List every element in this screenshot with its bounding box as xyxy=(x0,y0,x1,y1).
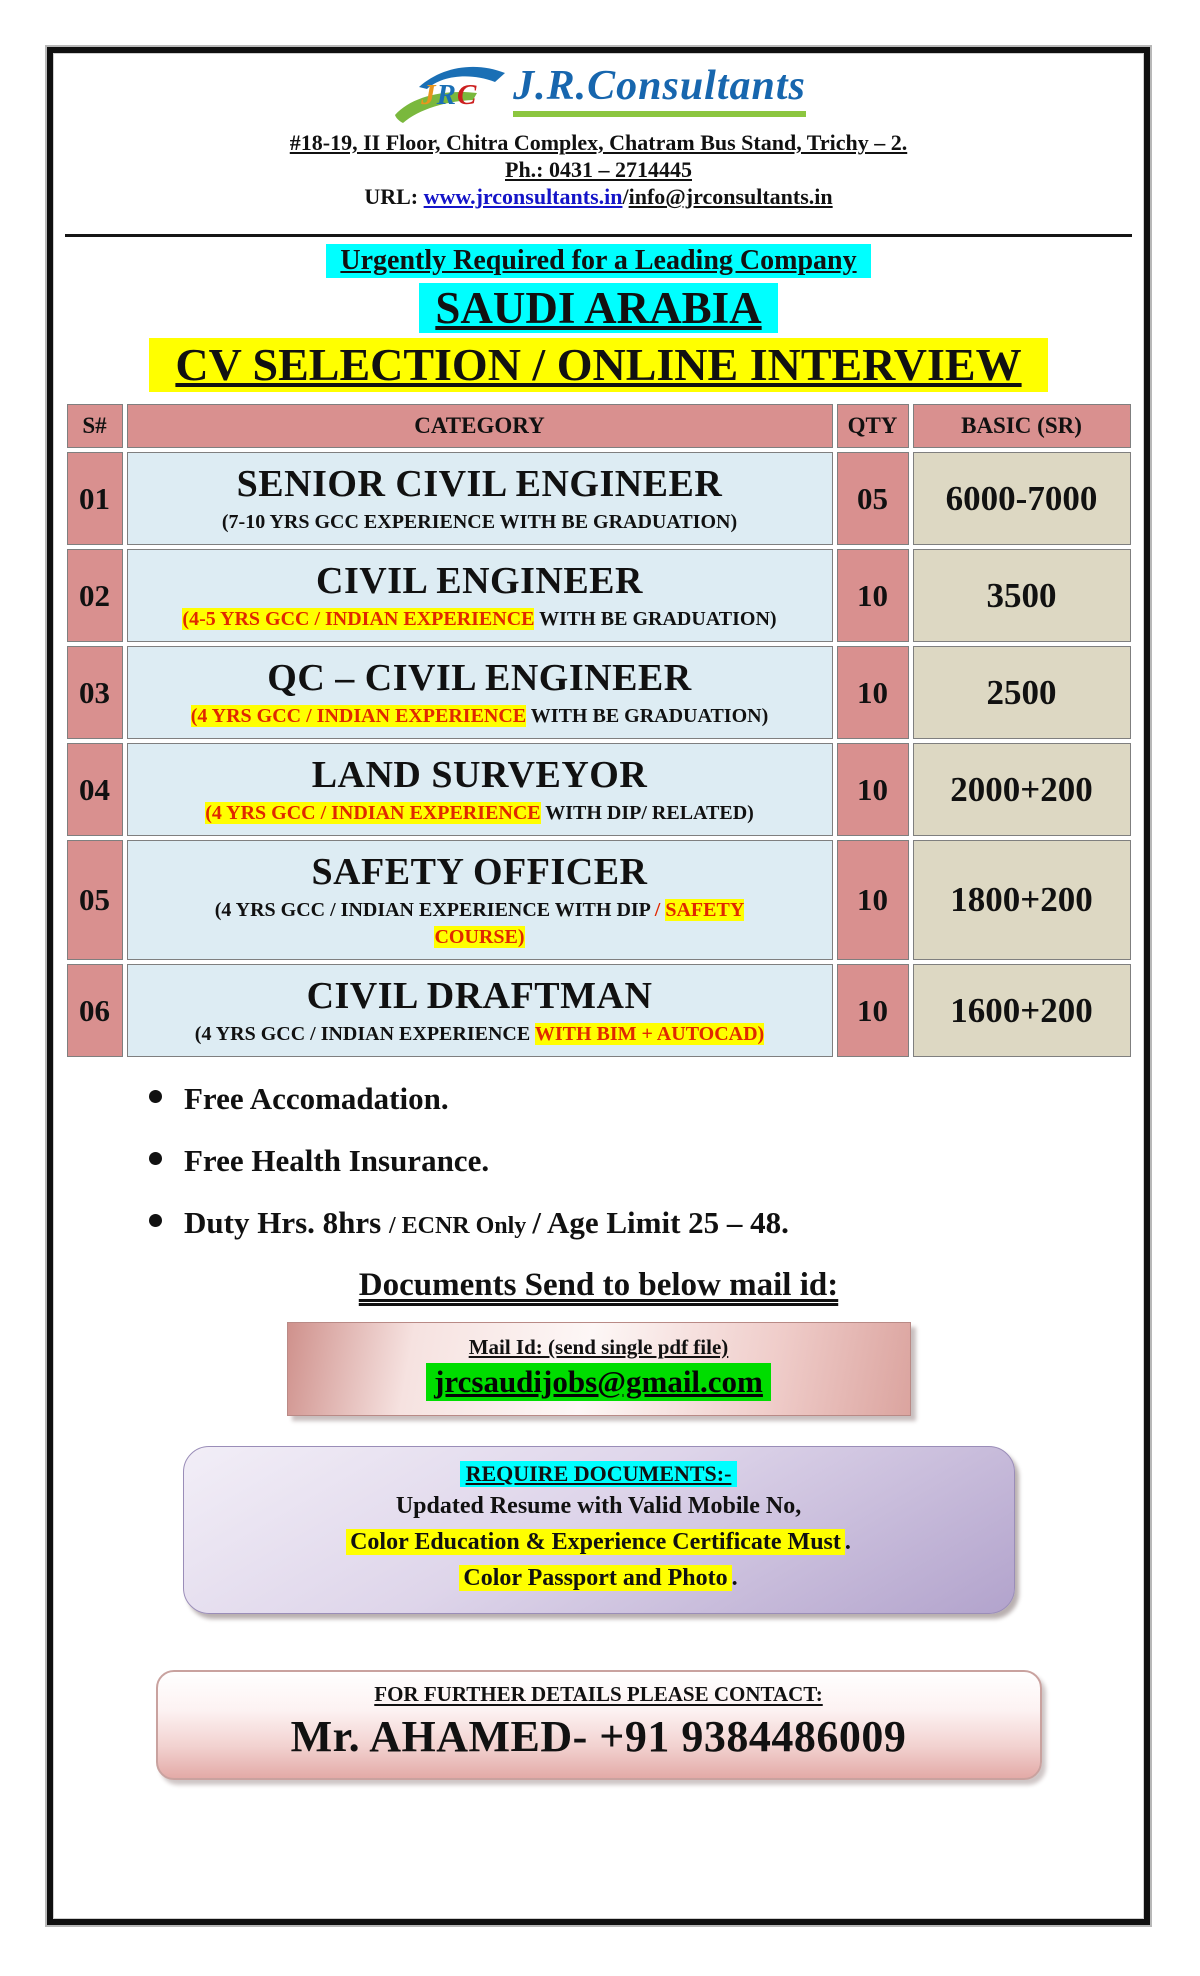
bullet-text: Free Accomadation. xyxy=(184,1081,449,1116)
job-subtitle: (4 YRS GCC / INDIAN EXPERIENCE WITH DIP/ RELATED) xyxy=(205,802,754,824)
cell-sno: 06 xyxy=(67,964,123,1057)
cell-category xyxy=(127,743,833,836)
require-line: Color Education & Experience Certificate Must . xyxy=(204,1526,994,1559)
require-line: Updated Resume with Valid Mobile No, xyxy=(395,1493,802,1519)
cell-basic: 3500 xyxy=(913,549,1131,642)
cell-qty: 10 xyxy=(837,646,909,739)
cell-qty: 10 xyxy=(837,743,909,836)
job-title: SAFETY OFFICER xyxy=(311,851,648,893)
bullet-icon xyxy=(149,1152,162,1165)
cell-qty: 05 xyxy=(837,452,909,545)
table-row xyxy=(67,840,1131,960)
job-title: CIVIL ENGINEER xyxy=(316,560,643,602)
require-documents-heading: REQUIRE DOCUMENTS:- xyxy=(460,1461,738,1487)
address-line: #18-19, II Floor, Chitra Complex, Chatram Bus Stand, Trichy – 2. xyxy=(289,130,908,155)
company-wordmark: J.R.Consultants xyxy=(513,63,806,109)
table-row xyxy=(67,452,1131,545)
job-subtitle: (7-10 YRS GCC EXPERIENCE WITH BE GRADUATION) xyxy=(221,511,738,533)
job-title: CIVIL DRAFTMAN xyxy=(306,975,653,1017)
table-row xyxy=(67,743,1131,836)
apply-email-link[interactable]: jrcsaudijobs@gmail.com xyxy=(426,1363,771,1401)
header-sno: S# xyxy=(67,404,123,448)
cell-sno: 05 xyxy=(67,840,123,960)
urgent-title: Urgently Required for a Leading Company xyxy=(326,244,870,278)
job-subtitle: (4 YRS GCC / INDIAN EXPERIENCE WITH DIP / SAFETY COURSE) xyxy=(214,899,745,948)
contact-name-phone: Mr. AHAMED- +91 9384486009 xyxy=(290,1712,907,1761)
cell-category xyxy=(127,646,833,739)
flyer-frame xyxy=(47,47,1150,1925)
job-subtitle: (4-5 YRS GCC / INDIAN EXPERIENCE WITH BE GRADUATION) xyxy=(182,608,777,630)
bullet-text: Free Health Insurance. xyxy=(184,1143,490,1178)
require-line: Color Passport and Photo . xyxy=(204,1562,994,1595)
contact-box xyxy=(156,1670,1042,1780)
cell-sno: 04 xyxy=(67,743,123,836)
selection-title: CV SELECTION / ONLINE INTERVIEW xyxy=(149,338,1047,392)
cell-basic: 1800+200 xyxy=(913,840,1131,960)
cell-basic: 6000-7000 xyxy=(913,452,1131,545)
wordmark-underline xyxy=(513,111,806,117)
cell-sno: 01 xyxy=(67,452,123,545)
contact-heading: FOR FURTHER DETAILS PLEASE CONTACT: xyxy=(374,1682,823,1706)
cell-category xyxy=(127,964,833,1057)
require-documents-box xyxy=(183,1446,1015,1614)
job-title: SENIOR CIVIL ENGINEER xyxy=(236,463,723,505)
cell-sno: 03 xyxy=(67,646,123,739)
table-row xyxy=(67,646,1131,739)
info-email-link[interactable]: info@jrconsultants.in xyxy=(628,184,833,209)
cell-category xyxy=(127,840,833,960)
cell-sno: 02 xyxy=(67,549,123,642)
cell-basic: 1600+200 xyxy=(913,964,1131,1057)
cell-category xyxy=(127,452,833,545)
job-title: LAND SURVEYOR xyxy=(311,754,648,796)
documents-heading: Documents Send to below mail id: xyxy=(358,1267,839,1303)
table-header-row xyxy=(67,404,1131,448)
website-link[interactable]: www.jrconsultants.in xyxy=(423,184,623,209)
mail-label: Mail Id: (send single pdf file) xyxy=(468,1335,729,1359)
bullet-icon xyxy=(149,1214,162,1227)
company-address-block xyxy=(53,129,1144,210)
list-item xyxy=(149,1139,1144,1189)
job-subtitle: (4 YRS GCC / INDIAN EXPERIENCE WITH BIM + AUTOCAD) xyxy=(194,1023,765,1045)
header-category: CATEGORY xyxy=(127,404,833,448)
logo-letters: JRC xyxy=(421,79,478,111)
jrc-logo-mark-icon xyxy=(391,63,509,125)
bullet-icon xyxy=(149,1090,162,1103)
header-qty: QTY xyxy=(837,404,909,448)
cell-category xyxy=(127,549,833,642)
table-row xyxy=(67,964,1131,1057)
mail-box xyxy=(287,1322,911,1416)
jobs-table xyxy=(63,400,1135,1061)
list-item xyxy=(149,1077,1144,1127)
cell-basic: 2000+200 xyxy=(913,743,1131,836)
country-title: SAUDI ARABIA xyxy=(419,283,777,333)
logo xyxy=(53,63,1144,129)
table-row xyxy=(67,549,1131,642)
cell-qty: 10 xyxy=(837,840,909,960)
url-line: URL: www.jrconsultants.in/info@jrconsultants.in xyxy=(364,184,833,209)
job-subtitle: (4 YRS GCC / INDIAN EXPERIENCE WITH BE GRADUATION) xyxy=(190,705,769,727)
list-item xyxy=(149,1201,1144,1251)
cell-qty: 10 xyxy=(837,964,909,1057)
phone-line: Ph.: 0431 – 2714445 xyxy=(505,157,692,182)
job-title: QC – CIVIL ENGINEER xyxy=(267,657,692,699)
perks-list xyxy=(149,1077,1144,1251)
cell-qty: 10 xyxy=(837,549,909,642)
cell-basic: 2500 xyxy=(913,646,1131,739)
bullet-text: Duty Hrs. 8hrs / ECNR Only / Age Limit 25 – 48. xyxy=(184,1205,789,1240)
header-basic: BASIC (SR) xyxy=(913,404,1131,448)
